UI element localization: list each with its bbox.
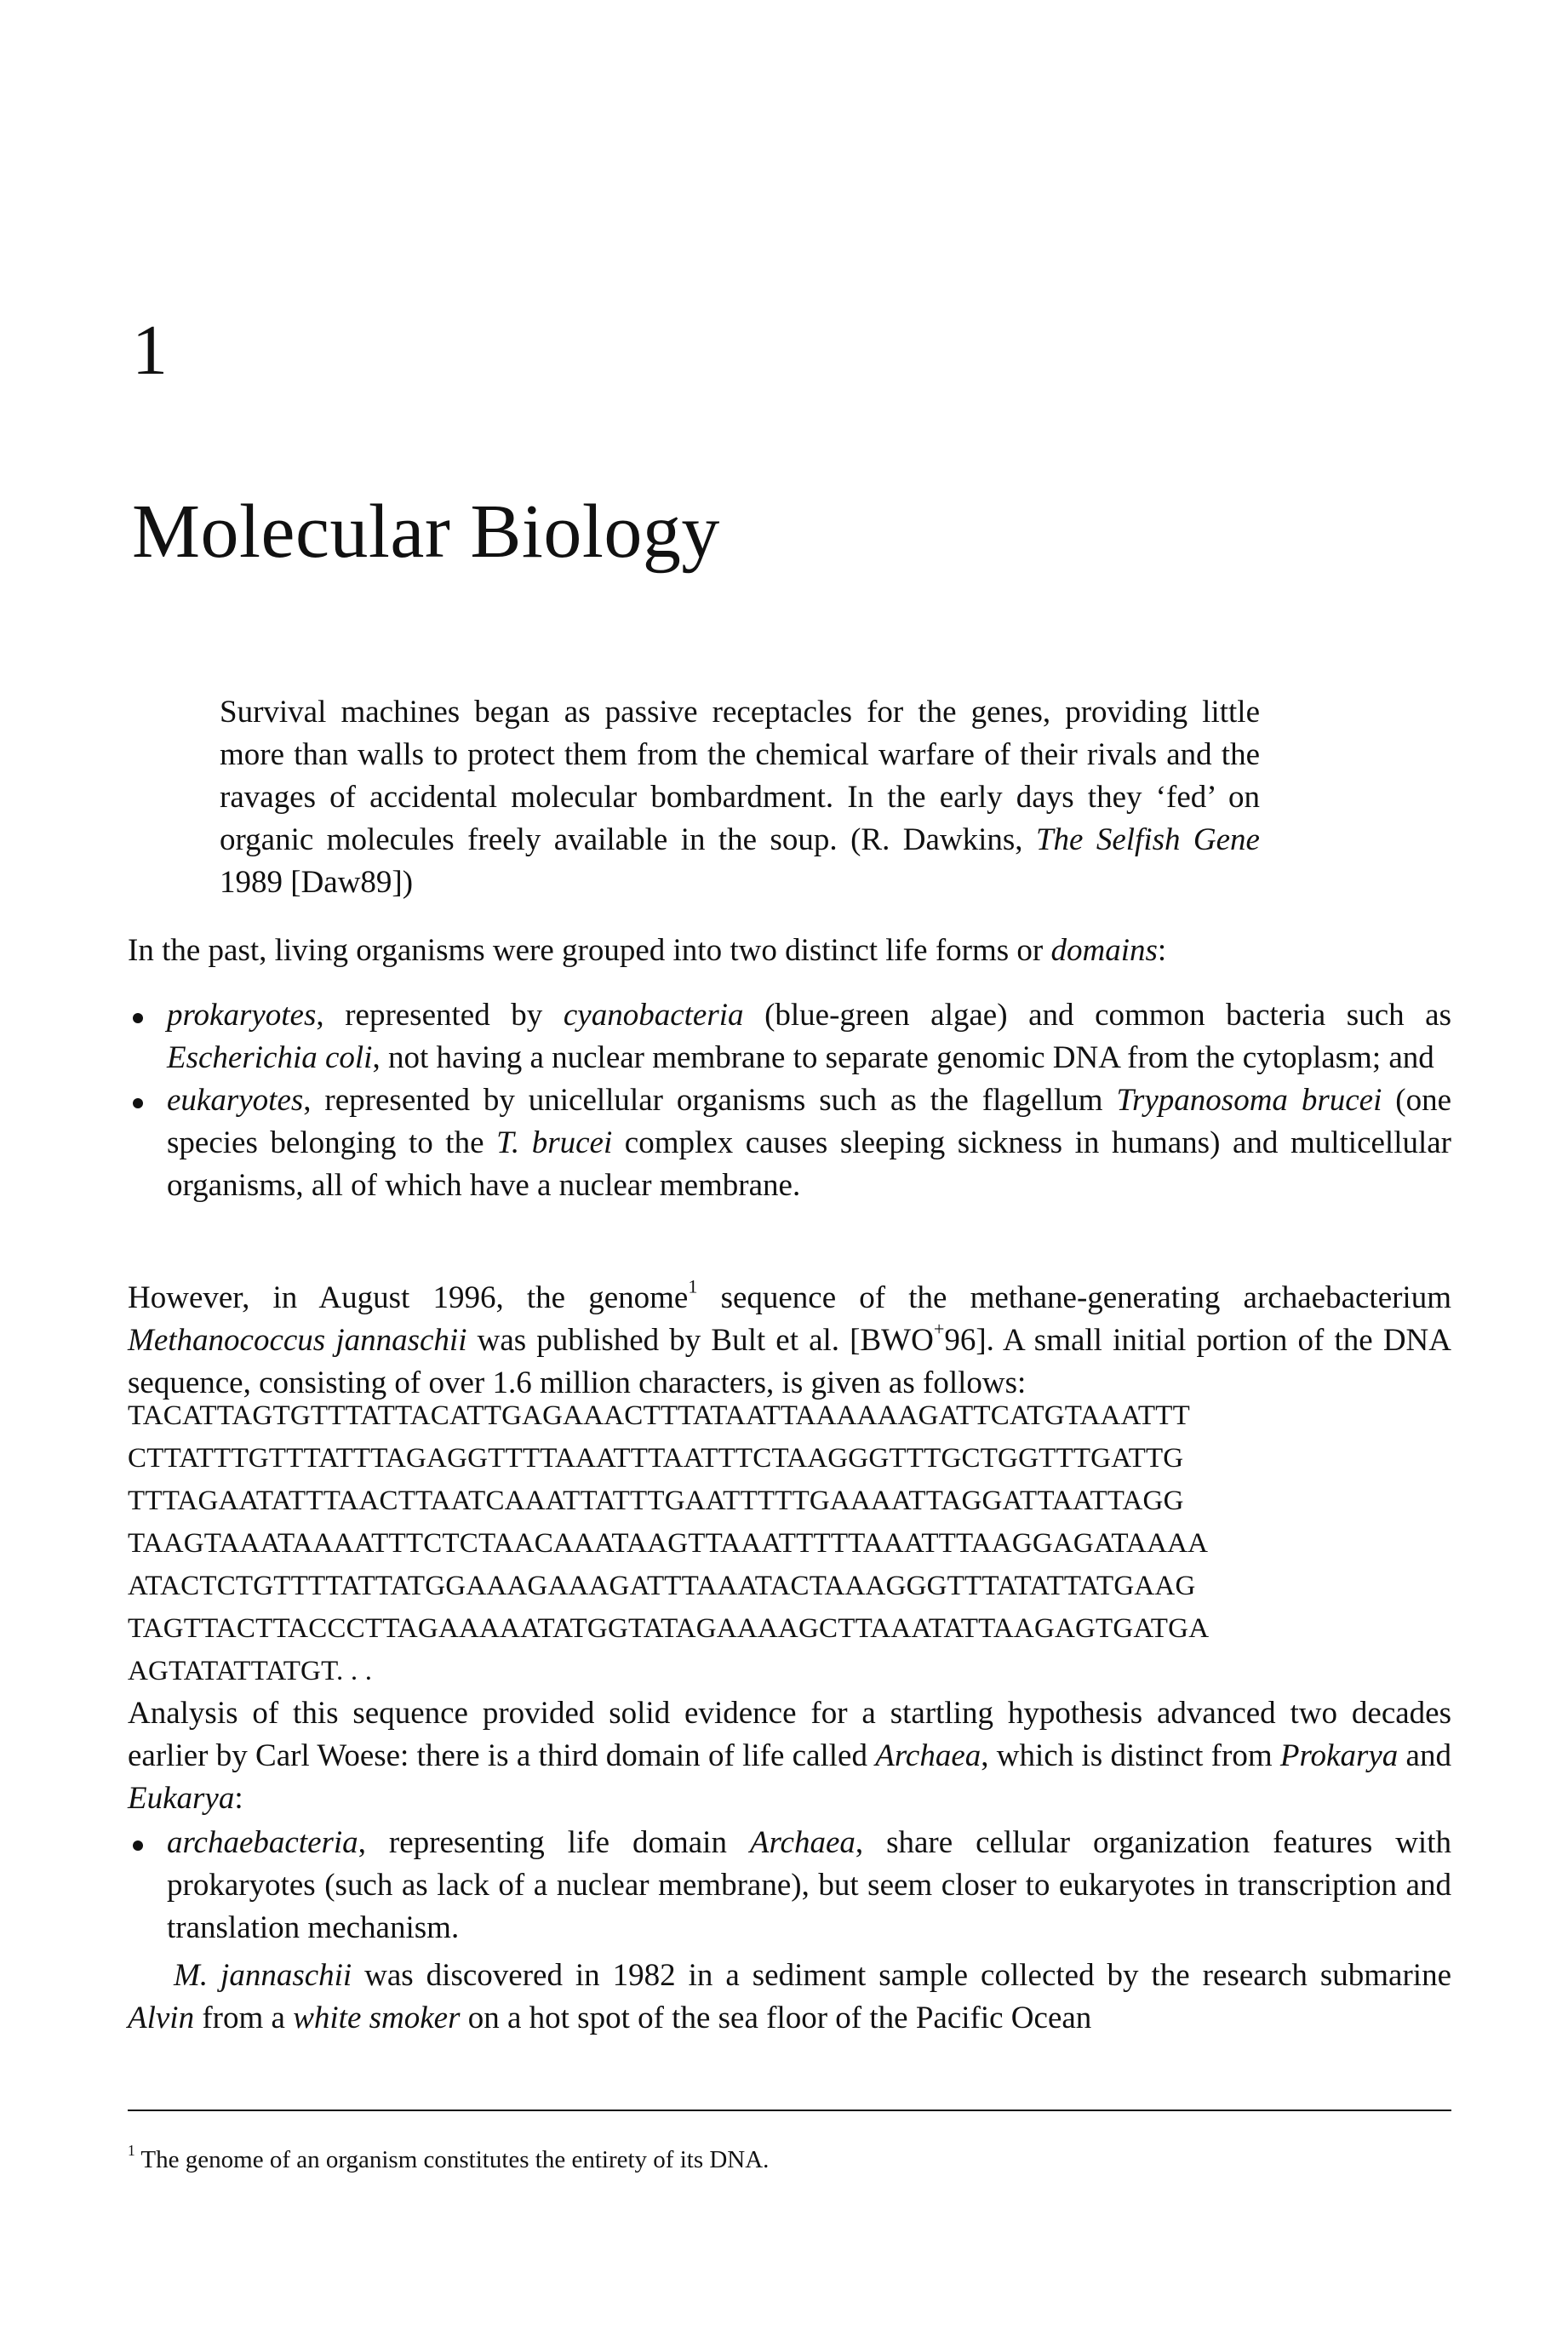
footnote [128, 2144, 1451, 2176]
genome-text: was published by Bult et al. [BWO [466, 1323, 934, 1358]
analysis-text: and [1398, 1738, 1451, 1773]
analysis-text: : [234, 1781, 243, 1816]
analysis-text: Analysis of this sequence provided solid evidence for a startling hypothesis advanced two decades earlier by Carl Woese: there is a third domain of life called [128, 1696, 1451, 1773]
term-cyanobacteria: cyanobacteria [563, 998, 744, 1033]
epigraph-book-title: The Selfish Gene [1035, 822, 1260, 857]
domains-list [128, 994, 1451, 1207]
dna-line: TACATTAGTGTTTATTACATTGAGAAACTTTATAATTAAAAAAGATTCATGTAAATTT [128, 1400, 1190, 1431]
dna-line: TTTAGAATATTTAACTTAATCAAATTATTTGAATTTTTGAAAATTAGGATTAATTAGG [128, 1486, 1184, 1516]
epigraph-text: Survival machines began as passive receptacles for the genes, providing little more than walls to protect them from the chemical warfare of their rivals and the ravages of accidental molecular bombardment. In the early days they ‘fed’ on organic molecules freely available in the soup. (R. Dawkins, [220, 695, 1260, 857]
list-item-prokaryotes [128, 994, 1451, 1079]
footnote-reference[interactable]: 1 [688, 1275, 698, 1297]
list-text: , representing life domain [358, 1825, 750, 1860]
genome-text: sequence of the methane-generating archaebacterium [697, 1280, 1451, 1315]
dna-sequence [128, 1394, 1451, 1692]
genome-text: 96]. A small initial portion of the DNA sequence, consisting of over 1.6 million characters, is given as follows: [128, 1323, 1451, 1400]
analysis-paragraph-body [128, 1692, 1451, 1820]
term-archaebacteria: archaebacteria [167, 1825, 358, 1860]
genome-text: However, in August 1996, the genome [128, 1280, 689, 1315]
list-item-archaebacteria [128, 1822, 1451, 1949]
intro-term-domains: domains [1050, 933, 1158, 968]
list-text: , represented by [316, 998, 564, 1033]
term-alvin: Alvin [128, 2001, 195, 2035]
genome-paragraph [128, 1277, 1451, 1405]
dna-line: TAGTTACTTACCCTTAGAAAAATATGGTATAGAAAAGCTTAAATATTAAGAGTGATGA [128, 1613, 1210, 1644]
list-text: (blue-green algae) and common bacteria such as [743, 998, 1452, 1033]
bullet-icon [133, 1841, 143, 1851]
list-text: complex causes sleeping sickness in humans) and multicellular organisms, all of which have a nuclear membrane. [167, 1125, 1451, 1203]
footnote-mark: 1 [128, 2142, 135, 2160]
list-text: , not having a nuclear membrane to separate genomic DNA from the cytoplasm; and [372, 1040, 1434, 1075]
list-text: (one species belonging to the [167, 1083, 1452, 1160]
bullet-icon [133, 1013, 143, 1023]
intro-paragraph [128, 930, 1451, 972]
term-archaea-domain: Archaea [749, 1825, 856, 1860]
list-text: , share cellular organization features with prokaryotes (such as lack of a nuclear membrane), but seem closer to eukaryotes in transcription and translation mechanism. [167, 1825, 1451, 1945]
term-escherichia-coli: Escherichia coli [167, 1040, 373, 1075]
term-t-brucei: T. brucei [496, 1125, 613, 1160]
term-prokaryotes: prokaryotes [167, 998, 317, 1033]
discovery-text: on a hot spot of the sea floor of the Pacific Ocean [460, 2001, 1092, 2035]
chapter-title: Molecular Biology [132, 489, 720, 574]
discovery-text: was discovered in 1982 in a sediment sample collected by the research submarine [352, 1958, 1452, 1993]
term-prokarya: Prokarya [1279, 1738, 1399, 1773]
citation-plus: + [933, 1318, 945, 1340]
list-text: , represented by unicellular organisms such as the flagellum [303, 1083, 1117, 1118]
discovery-text: from a [194, 2001, 294, 2035]
term-white-smoker: white smoker [293, 2001, 461, 2035]
dna-line: AGTATATTATGT. . . [128, 1656, 373, 1686]
footnote-text: The genome of an organism constitutes the entirety of its DNA. [134, 2146, 770, 2173]
species-m-jannaschii: M. jannaschii [174, 1958, 352, 1993]
intro-end: : [1157, 933, 1167, 968]
analysis-text: , which is distinct from [981, 1738, 1280, 1773]
term-archaea: Archaea [875, 1738, 981, 1773]
epigraph-quote [220, 691, 1260, 904]
term-trypanosoma-brucei: Trypanosoma brucei [1116, 1083, 1382, 1118]
dna-line: TAAGTAAATAAAATTTCTCTAACAAATAAGTTAAATTTTTAAATTTAAGGAGATAAAA [128, 1528, 1209, 1559]
dna-line: CTTATTTGTTTATTTAGAGGTTTTAAATTTAATTTCTAAGGGTTTGCTGGTTTGATTG [128, 1443, 1184, 1474]
species-name: Methanococcus jannaschii [128, 1323, 467, 1358]
intro-text: In the past, living organisms were grouped into two distinct life forms or [128, 933, 1051, 968]
epigraph-citation: 1989 [Daw89]) [220, 865, 414, 900]
term-eukarya: Eukarya [128, 1781, 235, 1816]
footnote-divider [128, 2110, 1451, 2111]
chapter-number: 1 [132, 311, 168, 390]
dna-line: ATACTCTGTTTTATTATGGAAAGAAAGATTTAAATACTAAAGGGTTTATATTATGAAG [128, 1571, 1196, 1601]
archaea-list [128, 1822, 1451, 1949]
discovery-paragraph [128, 1955, 1451, 2040]
list-item-eukaryotes [128, 1079, 1451, 1207]
term-eukaryotes: eukaryotes [167, 1083, 304, 1118]
bullet-icon [133, 1098, 143, 1108]
